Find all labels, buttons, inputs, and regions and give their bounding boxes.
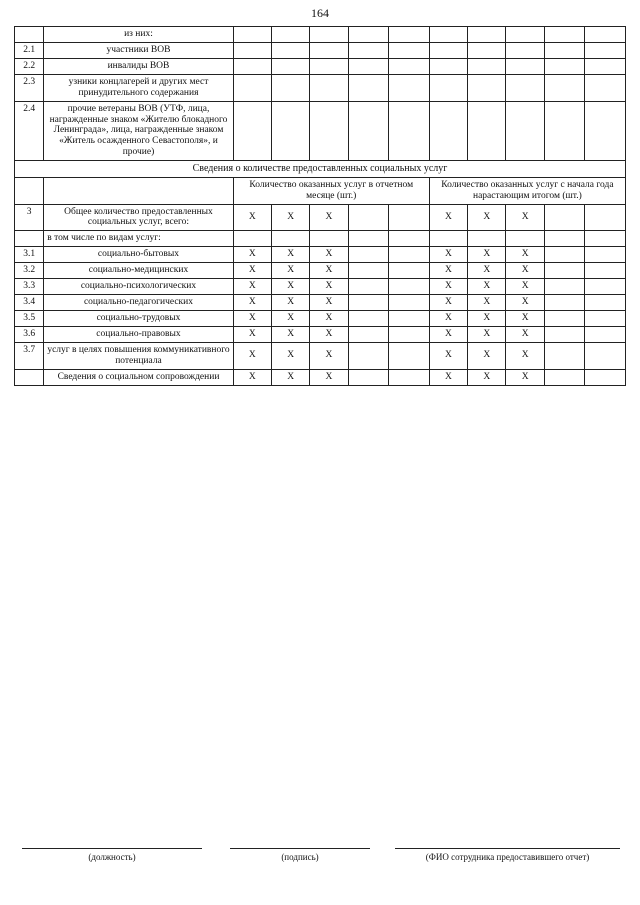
table-row <box>15 58 626 74</box>
x-mark: X <box>233 204 271 231</box>
x-mark: X <box>310 326 348 342</box>
table-row <box>15 204 626 231</box>
x-mark: X <box>468 295 506 311</box>
x-mark: X <box>272 295 310 311</box>
page-number: 164 <box>311 6 329 20</box>
signature-caption: (подпись) <box>281 852 319 862</box>
x-mark: X <box>429 247 467 263</box>
x-mark: X <box>429 204 467 231</box>
x-mark: X <box>429 263 467 279</box>
x-mark: X <box>233 342 271 369</box>
x-mark: X <box>506 247 544 263</box>
fio-caption: (ФИО сотрудника предоставившего отчет) <box>425 852 590 862</box>
x-mark: X <box>506 204 544 231</box>
x-mark: X <box>272 204 310 231</box>
table-row <box>15 326 626 342</box>
row-number: 3.7 <box>15 342 44 369</box>
section-title: Сведения о количестве предоставленных социальных услуг <box>15 161 626 178</box>
x-mark: X <box>233 263 271 279</box>
table-row <box>15 342 626 369</box>
x-mark: X <box>429 369 467 385</box>
fio-line <box>395 848 620 849</box>
row-label: Сведения о социальном сопровождении <box>44 369 233 385</box>
row-number: 3.1 <box>15 247 44 263</box>
x-mark: X <box>310 369 348 385</box>
x-mark: X <box>233 311 271 327</box>
header-month: Количество оказанных услуг в отчетном месяце (шт.) <box>233 177 429 204</box>
row-label: социально-бытовых <box>44 247 233 263</box>
x-mark: X <box>310 263 348 279</box>
x-mark: X <box>233 326 271 342</box>
row-label: в том числе по видам услуг: <box>44 231 233 247</box>
x-mark: X <box>429 342 467 369</box>
x-mark: X <box>468 369 506 385</box>
signature-line <box>230 848 370 849</box>
x-mark: X <box>468 247 506 263</box>
row-label: социально-трудовых <box>44 311 233 327</box>
x-mark: X <box>233 295 271 311</box>
report-table <box>14 26 626 386</box>
x-mark: X <box>272 369 310 385</box>
x-mark: X <box>272 279 310 295</box>
table-row <box>15 295 626 311</box>
x-mark: X <box>506 279 544 295</box>
table-row <box>15 74 626 101</box>
x-mark: X <box>506 263 544 279</box>
row-label: прочие ветераны ВОВ (УТФ, лица, награжденные знаком «Жителю блокадного Ленинграда», лица, награжденные знаком «Житель осажденного Севастополя», и прочие) <box>44 101 233 161</box>
table-row <box>15 42 626 58</box>
row-label: социально-психологических <box>44 279 233 295</box>
x-mark: X <box>506 369 544 385</box>
table-row <box>15 311 626 327</box>
x-mark: X <box>468 342 506 369</box>
x-mark: X <box>429 326 467 342</box>
row-label: социально-педагогических <box>44 295 233 311</box>
x-mark: X <box>272 342 310 369</box>
row-label: участники ВОВ <box>44 42 233 58</box>
row-label: социально-медицинских <box>44 263 233 279</box>
row-number: 3 <box>15 204 44 231</box>
row-number: 3.6 <box>15 326 44 342</box>
table-row <box>15 369 626 385</box>
x-mark: X <box>310 279 348 295</box>
x-mark: X <box>272 247 310 263</box>
table-row <box>15 263 626 279</box>
row-number: 2.4 <box>15 101 44 161</box>
x-mark: X <box>310 342 348 369</box>
row-number: 3.2 <box>15 263 44 279</box>
x-mark: X <box>233 369 271 385</box>
row-number <box>15 27 44 43</box>
row-number: 2.2 <box>15 58 44 74</box>
x-mark: X <box>468 326 506 342</box>
row-number <box>15 231 44 247</box>
table-row <box>15 279 626 295</box>
table-row <box>15 101 626 161</box>
row-label: Общее количество предоставленных социальных услуг, всего: <box>44 204 233 231</box>
position-line <box>22 848 202 849</box>
row-number: 2.1 <box>15 42 44 58</box>
row-number <box>15 369 44 385</box>
position-caption: (должность) <box>88 852 136 862</box>
x-mark: X <box>233 279 271 295</box>
x-mark: X <box>506 342 544 369</box>
row-number: 3.3 <box>15 279 44 295</box>
x-mark: X <box>468 311 506 327</box>
x-mark: X <box>506 311 544 327</box>
x-mark: X <box>468 263 506 279</box>
row-label: узники концлагерей и других мест принудительного содержания <box>44 74 233 101</box>
x-mark: X <box>233 247 271 263</box>
x-mark: X <box>310 311 348 327</box>
row-number: 3.4 <box>15 295 44 311</box>
x-mark: X <box>272 326 310 342</box>
header-cumulative: Количество оказанных услуг с начала года нарастающим итогом (шт.) <box>429 177 625 204</box>
x-mark: X <box>310 204 348 231</box>
row-label: услуг в целях повышения коммуникативного потенциала <box>44 342 233 369</box>
table-row <box>15 231 626 247</box>
x-mark: X <box>429 311 467 327</box>
row-number: 3.5 <box>15 311 44 327</box>
x-mark: X <box>506 326 544 342</box>
row-label: из них: <box>44 27 233 43</box>
table-row <box>15 247 626 263</box>
row-number: 2.3 <box>15 74 44 101</box>
section-title-row <box>15 161 626 178</box>
row-label: социально-правовых <box>44 326 233 342</box>
x-mark: X <box>429 295 467 311</box>
header-label <box>44 177 233 204</box>
x-mark: X <box>506 295 544 311</box>
header-row <box>15 177 626 204</box>
header-number <box>15 177 44 204</box>
table-row <box>15 27 626 43</box>
x-mark: X <box>429 279 467 295</box>
x-mark: X <box>468 279 506 295</box>
row-label: инвалиды ВОВ <box>44 58 233 74</box>
x-mark: X <box>310 247 348 263</box>
x-mark: X <box>272 263 310 279</box>
x-mark: X <box>468 204 506 231</box>
x-mark: X <box>310 295 348 311</box>
x-mark: X <box>272 311 310 327</box>
